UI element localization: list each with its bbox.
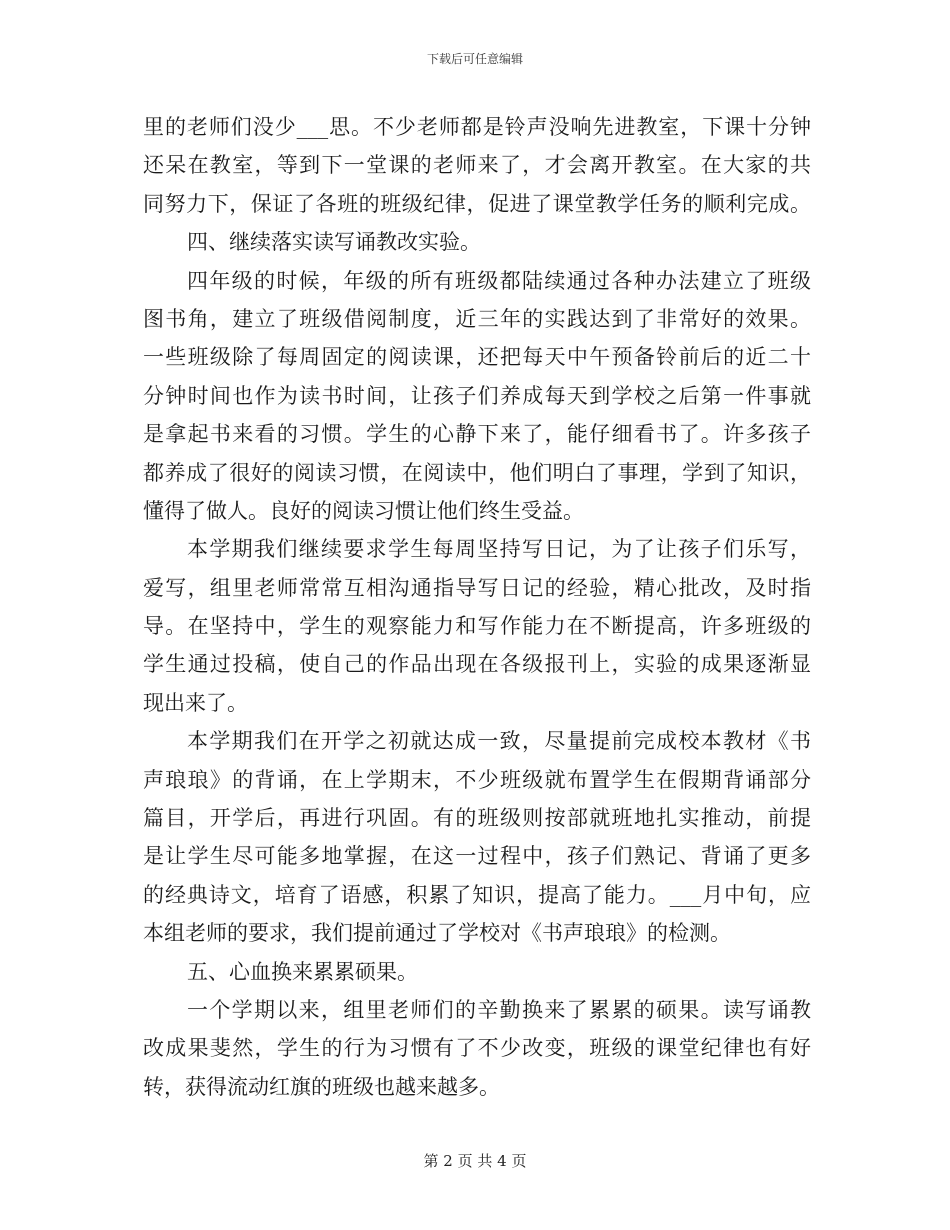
text-line: 是让学生尽可能多地掌握，在这一过程中，孩子们熟记、背诵了更多: [143, 844, 811, 869]
text-line: 五、心血换来累累硕果。: [187, 959, 418, 984]
text-line: 学生通过投稿，使自己的作品出现在各级报刊上，实验的成果逐渐显: [143, 652, 811, 677]
text-line: 分钟时间也作为读书时间，让孩子们养成每天到学校之后第一件事就: [143, 383, 811, 408]
text-line: 里的老师们没少___思。不少老师都是铃声没响先进教室，下课十分钟: [143, 115, 811, 139]
text-line: 本学期我们继续要求学生每周坚持写日记，为了让孩子们乐写，: [187, 537, 811, 562]
text-line: 声琅琅》的背诵，在上学期末，不少班级就布置学生在假期背诵部分: [143, 767, 811, 792]
text-line: 本组老师的要求，我们提前通过了学校对《书声琅琅》的检测。: [143, 921, 731, 946]
text-line: 一些班级除了每周固定的阅读课，还把每天中午预备铃前后的近二十: [143, 345, 811, 370]
text-line: 篇目，开学后，再进行巩固。有的班级则按部就班地扎实推动，前提: [143, 806, 811, 831]
text-line: 都养成了很好的阅读习惯，在阅读中，他们明白了事理，学到了知识，: [143, 460, 811, 485]
text-line: 是拿起书来看的习惯。学生的心静下来了，能仔细看书了。许多孩子: [143, 422, 811, 447]
text-line: 改成果斐然，学生的行为习惯有了不少改变，班级的课堂纪律也有好: [143, 1036, 811, 1061]
text-line: 爱写，组里老师常常互相沟通指导写日记的经验，精心批改，及时指: [143, 575, 811, 600]
text-line: 的经典诗文，培育了语感，积累了知识，提高了能力。___月中旬，应: [143, 882, 811, 907]
text-line: 懂得了做人。良好的阅读习惯让他们终生受益。: [143, 498, 584, 523]
text-line: 现出来了。: [143, 690, 248, 715]
document-body: [143, 108, 811, 1106]
text-line: 还呆在教室，等到下一堂课的老师来了，才会离开教室。在大家的共: [143, 153, 811, 178]
text-line: 图书角，建立了班级借阅制度，近三年的实践达到了非常好的效果。: [143, 306, 811, 331]
text-line: 四、继续落实读写诵教改实验。: [187, 230, 481, 255]
text-line: 本学期我们在开学之初就达成一致，尽量提前完成校本教材《书: [187, 729, 811, 754]
text-line: 四年级的时候，年级的所有班级都陆续通过各种办法建立了班级: [187, 268, 811, 293]
page-number-footer: 第 2 页 共 4 页: [423, 1152, 527, 1170]
text-line: 同努力下，保证了各班的班级纪律，促进了课堂教学任务的顺利完成。: [143, 191, 811, 216]
text-line: 一个学期以来，组里老师们的辛勤换来了累累的硕果。读写诵教: [187, 997, 811, 1022]
page-header-note: 下载后可任意编辑: [426, 52, 523, 66]
text-line: 导。在坚持中，学生的观察能力和写作能力在不断提高，许多班级的: [143, 614, 811, 639]
text-line: 转，获得流动红旗的班级也越来越多。: [143, 1074, 500, 1099]
